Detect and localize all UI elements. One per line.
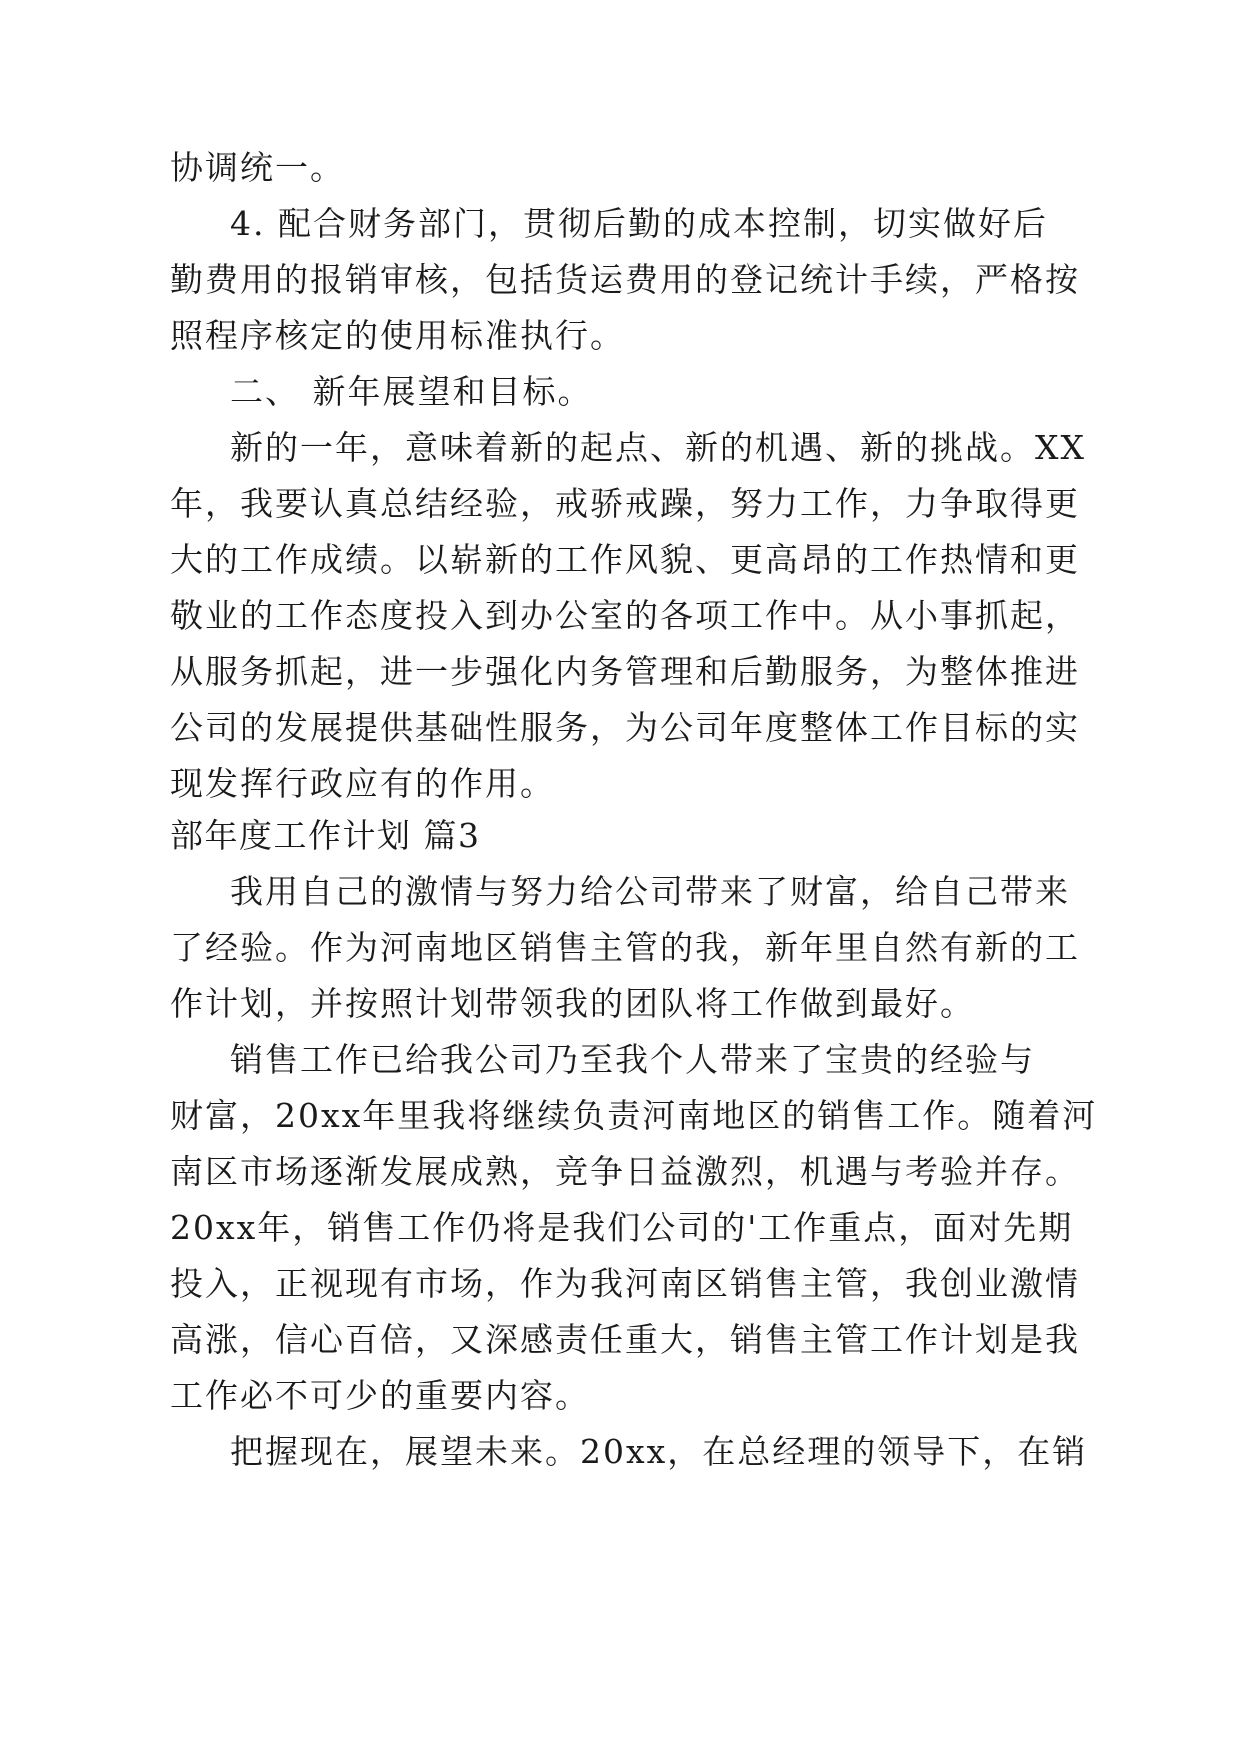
text-line: 工作必不可少的重要内容。: [170, 1376, 590, 1415]
text-line: 销售工作已给我公司乃至我个人带来了宝贵的经验与: [230, 1040, 1035, 1079]
text-line: 南区市场逐渐发展成熟，竞争日益激烈，机遇与考验并存。: [170, 1152, 1080, 1191]
text-line: 公司的发展提供基础性服务，为公司年度整体工作目标的实: [170, 708, 1080, 747]
text-line: 照程序核定的使用标准执行。: [170, 316, 625, 355]
text-line: 现发挥行政应有的作用。: [170, 764, 555, 803]
text-line: 敬业的工作态度投入到办公室的各项工作中。从小事抓起，: [170, 596, 1080, 635]
text-line: 大的工作成绩。以崭新的工作风貌、更高昂的工作热情和更: [170, 540, 1080, 579]
text-line: 协调统一。: [170, 148, 345, 187]
text-line: 4. 配合财务部门，贯彻后勤的成本控制，切实做好后: [230, 204, 1048, 243]
section-heading: 二、 新年展望和目标。: [230, 372, 593, 411]
text-line: 投入，正视现有市场，作为我河南区销售主管，我创业激情: [170, 1264, 1080, 1303]
text-line: 年，我要认真总结经验，戒骄戒躁，努力工作，力争取得更: [170, 484, 1080, 523]
text-line: 新的一年，意味着新的起点、新的机遇、新的挑战。XX: [230, 428, 1086, 467]
text-line: 高涨，信心百倍，又深感责任重大，销售主管工作计划是我: [170, 1320, 1080, 1359]
text-line: 财富，20xx年里我将继续负责河南地区的销售工作。随着河: [170, 1096, 1098, 1135]
text-line: 勤费用的报销审核，包括货运费用的登记统计手续，严格按: [170, 260, 1080, 299]
text-line: 20xx年，销售工作仍将是我们公司的'工作重点，面对先期: [170, 1208, 1074, 1247]
text-line: 作计划，并按照计划带领我的团队将工作做到最好。: [170, 984, 975, 1023]
text-line: 我用自己的激情与努力给公司带来了财富，给自己带来: [230, 872, 1070, 911]
text-line: 把握现在，展望未来。20xx，在总经理的领导下，在销: [230, 1432, 1088, 1471]
text-line: 从服务抓起，进一步强化内务管理和后勤服务，为整体推进: [170, 652, 1080, 691]
text-line: 了经验。作为河南地区销售主管的我，新年里自然有新的工: [170, 928, 1080, 967]
document-heading: 部年度工作计划 篇3: [170, 816, 481, 855]
